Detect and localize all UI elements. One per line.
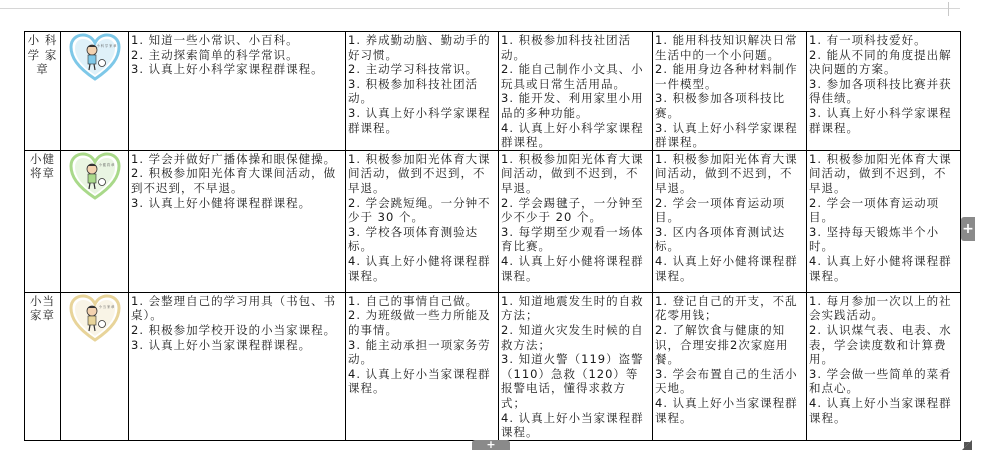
requirement-item: 1. 能用科技知识解决日常生活中的一个小问题。	[655, 33, 798, 62]
requirement-cell[interactable]	[807, 150, 961, 292]
requirement-item: 3. 学会布置自己的生活小天地。	[655, 366, 798, 396]
badge-image-cell[interactable]	[61, 32, 129, 151]
requirement-item: 1. 有一项科技爱好。	[809, 33, 927, 47]
requirement-cell[interactable]	[499, 150, 653, 292]
requirement-item: 3. 认真上好小科学家课程群课程。	[809, 105, 952, 135]
requirement-item: 1. 登记自己的开支，不乱花零用钱；	[655, 293, 798, 323]
badge-name-cell[interactable]	[25, 150, 61, 292]
requirement-item: 3. 积极参加科技社团活动。	[348, 76, 479, 106]
badge-name-line: 章	[36, 62, 49, 77]
housekeeper-badge-heart-icon	[69, 294, 121, 342]
requirement-item: 2. 主动探索简单的科学常识。	[131, 47, 299, 62]
badge-image-cell[interactable]	[61, 292, 129, 440]
requirement-cell[interactable]	[807, 32, 961, 151]
requirement-item: 2. 学会踢毽子，一分钟至少不少于 20 个。	[501, 195, 644, 225]
requirement-item: 1. 会整理自己的学习用具（书包、书桌）。	[131, 293, 337, 323]
requirement-item: 1. 养成勤动脑、勤动手的好习惯。	[348, 33, 491, 62]
requirement-item: 4. 认真上好小当家课程群课程。	[655, 395, 798, 425]
science-badge-heart-icon	[69, 33, 121, 81]
badge-name-cell[interactable]	[25, 32, 61, 151]
requirement-item: 3. 能开发、利用家里小用品的多种功能。	[501, 91, 644, 120]
requirement-item: 3. 每学期至少观看一场体育比赛。	[501, 224, 644, 254]
requirement-item: 4. 认真上好小健将课程群课程。	[655, 253, 798, 283]
requirement-item: 2. 了解饮食与健康的知识，合理安排2次家庭用餐。	[655, 322, 789, 367]
requirement-item: 3. 积极参加各项科技比赛。	[655, 91, 786, 120]
requirement-item: 1. 知道一些小常识、小百科。	[131, 33, 299, 47]
badge-image-cell[interactable]	[61, 150, 129, 292]
requirement-item: 1. 每月参加一次以上的社会实践活动。	[809, 293, 952, 323]
requirement-item: 3. 学校各项体育测验达标。	[348, 224, 479, 254]
page-margin-line	[0, 8, 960, 9]
requirement-item: 2. 主动学习科技常识。	[348, 62, 479, 77]
requirement-item: 2. 学会跳短绳。一分钟不少于 30 个。	[348, 195, 491, 225]
requirement-item: 1. 积极参加阳光体育大课间活动，做到不迟到，不早退。	[501, 151, 644, 195]
badge-name-cell[interactable]	[25, 292, 61, 440]
svg-text:小当家章: 小当家章	[98, 304, 115, 309]
badge-name-line: 小当	[30, 293, 55, 308]
badge-name-line: 学 家	[27, 47, 58, 62]
badge-name-line: 小 科	[27, 33, 58, 47]
badge-name-line: 家章	[30, 308, 55, 323]
table-row	[25, 292, 961, 440]
requirement-item: 3. 认真上好小当家课程群课程。	[131, 337, 312, 352]
table-row	[25, 32, 961, 151]
requirement-item: 3. 能主动承担一项家务劳动。	[348, 337, 491, 367]
requirement-item: 4. 认真上好小当家课程群课程。	[809, 395, 952, 425]
requirement-cell[interactable]	[653, 32, 807, 151]
requirement-item: 1. 积极参加阳光体育大课间活动，做到不迟到，不早退。	[809, 151, 952, 195]
requirement-item: 2. 为班级做一些力所能及的事情。	[348, 308, 491, 337]
requirement-cell[interactable]	[129, 150, 346, 292]
requirement-cell[interactable]	[129, 32, 346, 151]
requirement-item: 2. 认识煤气表、电表、水表，学会读度数和计算费用。	[809, 322, 952, 367]
table-resize-handle[interactable]	[962, 440, 972, 450]
requirement-cell[interactable]	[499, 32, 653, 151]
requirement-cell[interactable]	[346, 292, 499, 440]
requirement-item: 4. 认真上好小健将课程群课程。	[809, 253, 952, 283]
requirement-item: 3. 认真上好小科学家课程群课程。	[348, 105, 491, 135]
requirement-cell[interactable]	[653, 292, 807, 440]
requirement-item: 1. 积极参加科技社团活动。	[501, 33, 632, 62]
requirement-item: 2. 学会一项体育运动项目。	[809, 195, 940, 225]
svg-text:小科学家章: 小科学家章	[96, 44, 117, 48]
requirement-item: 3. 认真上好小健将课程群课程。	[131, 195, 312, 210]
add-row-button[interactable]: +	[472, 440, 510, 450]
requirement-item: 1. 积极参加阳光体育大课间活动，做到不迟到，不早退。	[655, 151, 798, 195]
sports-badge-heart-icon	[69, 152, 121, 200]
requirement-cell[interactable]	[499, 292, 653, 440]
requirement-item: 3. 知道火警（119）盗警（110）急救（120）等报警电话，懂得求救方式；	[501, 352, 644, 410]
requirement-item: 1. 知道地震发生时的自救方法；	[501, 293, 644, 323]
table-row	[25, 150, 961, 292]
svg-text:小健将章: 小健将章	[98, 162, 115, 167]
requirement-item: 1. 学会并做好广播体操和眼保健操。	[131, 151, 337, 166]
requirement-item: 2. 积极参加学校开设的小当家课程。	[131, 322, 337, 337]
requirement-item: 4. 认真上好小科学家课程群课程。	[501, 120, 644, 150]
requirement-item: 3. 认真上好小科学家课程群课程。	[131, 62, 324, 77]
requirement-cell[interactable]	[653, 150, 807, 292]
requirement-item: 2. 知道火灾发生时候的自救方法；	[501, 322, 644, 352]
requirement-item: 4. 认真上好小当家课程群课程。	[348, 366, 491, 396]
badge-name-line: 将章	[30, 166, 55, 181]
requirement-item: 3. 学会做一些简单的菜肴和点心。	[809, 366, 952, 396]
badge-requirements-table	[24, 31, 961, 441]
badge-name-line: 小健	[30, 151, 55, 166]
requirement-item: 4. 认真上好小健将课程群课程。	[348, 253, 491, 283]
requirement-item: 3. 坚持每天锻炼半个小时。	[809, 224, 940, 254]
requirement-item: 1. 自己的事情自己做。	[348, 293, 479, 308]
requirement-cell[interactable]	[346, 150, 499, 292]
requirement-item: 4. 认真上好小健将课程群课程。	[501, 253, 644, 283]
requirement-item: 3. 参加各项科技比赛并获得佳绩。	[809, 76, 952, 106]
requirement-item: 3. 区内各项体育测试达标。	[655, 224, 786, 254]
requirement-item: 2. 能自己制作小文具、小玩具或日常生活用品。	[501, 62, 644, 91]
requirement-item: 1. 积极参加阳光体育大课间活动，做到不迟到，不早退。	[348, 151, 491, 195]
requirement-item: 2. 能从不同的角度提出解决问题的方案。	[809, 47, 952, 77]
requirement-item: 2. 学会一项体育运动项目。	[655, 195, 786, 225]
requirement-item: 2. 积极参加阳光体育大课间活动，做到不迟到，不早退。	[131, 166, 337, 195]
requirement-cell[interactable]	[346, 32, 499, 151]
requirement-cell[interactable]	[129, 292, 346, 440]
margin-corner-mark	[948, 2, 949, 16]
add-column-button[interactable]: +	[961, 217, 975, 241]
requirement-item: 4. 认真上好小当家课程群课程。	[501, 410, 644, 440]
requirement-item: 2. 能用身边各种材料制作一件模型。	[655, 62, 798, 91]
requirement-cell[interactable]	[807, 292, 961, 440]
requirement-item: 3. 认真上好小科学家课程群课程。	[655, 120, 798, 150]
